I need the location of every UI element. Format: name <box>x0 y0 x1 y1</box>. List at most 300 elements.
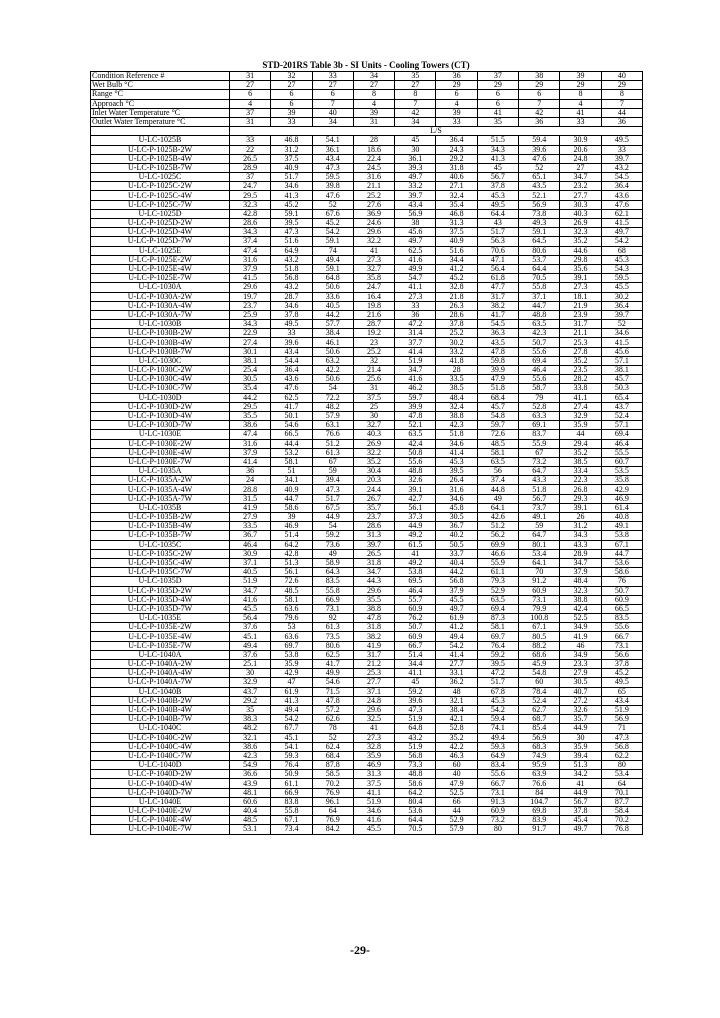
flow-value: 27.2 <box>560 696 601 705</box>
model-name: U-LC-P-1040B-4W <box>91 705 230 714</box>
flow-value: 32.9 <box>560 411 601 420</box>
flow-value: 76.9 <box>312 788 353 797</box>
flow-value: 73.2 <box>519 457 560 466</box>
flow-value: 80 <box>477 825 518 834</box>
flow-value: 44.3 <box>353 577 394 586</box>
flow-value: 39.6 <box>519 145 560 154</box>
table-row <box>91 310 643 319</box>
table-row <box>91 751 643 760</box>
flow-value: 54.1 <box>312 136 353 145</box>
flow-value: 30 <box>560 733 601 742</box>
table-row <box>91 503 643 512</box>
flow-value: 23.2 <box>560 182 601 191</box>
table-row <box>91 761 643 770</box>
flow-value: 56.6 <box>601 650 642 659</box>
flow-value: 39.4 <box>560 751 601 760</box>
flow-value: 56.7 <box>519 494 560 503</box>
flow-value: 27.3 <box>353 733 394 742</box>
flow-value: 27.7 <box>560 191 601 200</box>
cooling-tower-table <box>90 71 643 835</box>
flow-value: 84.2 <box>312 825 353 834</box>
flow-value: 58.6 <box>395 779 436 788</box>
flow-value: 54.7 <box>395 274 436 283</box>
model-name: U-LC-P-1025E-4W <box>91 264 230 273</box>
condition-value: 38 <box>519 72 560 81</box>
table-row <box>91 816 643 825</box>
flow-value: 31.3 <box>353 770 394 779</box>
flow-value: 25.2 <box>353 347 394 356</box>
flow-value: 31.5 <box>230 494 271 503</box>
model-name: U-LC-P-1040E-2W <box>91 807 230 816</box>
flow-value: 63.1 <box>312 421 353 430</box>
flow-value: 69.9 <box>477 540 518 549</box>
flow-value: 83.8 <box>271 797 312 806</box>
flow-value: 59 <box>519 522 560 531</box>
flow-value: 38.6 <box>230 742 271 751</box>
flow-value: 63.5 <box>477 595 518 604</box>
flow-value: 30 <box>230 669 271 678</box>
flow-value: 51.2 <box>477 522 518 531</box>
flow-value: 34.6 <box>271 301 312 310</box>
condition-value: 27 <box>395 81 436 90</box>
flow-value: 41.7 <box>312 660 353 669</box>
model-name: U-LC-P-1025C-7W <box>91 200 230 209</box>
flow-value: 40.3 <box>353 430 394 439</box>
flow-value: 33.8 <box>560 384 601 393</box>
flow-value: 45.3 <box>477 191 518 200</box>
flow-value: 64.1 <box>477 503 518 512</box>
flow-value: 35.5 <box>353 595 394 604</box>
flow-value: 39.7 <box>601 310 642 319</box>
table-row <box>91 467 643 476</box>
flow-value: 45 <box>395 136 436 145</box>
flow-value: 35.5 <box>230 411 271 420</box>
flow-value: 52.1 <box>395 421 436 430</box>
flow-value: 34.6 <box>436 439 477 448</box>
flow-value: 48.5 <box>271 586 312 595</box>
flow-value: 30 <box>395 145 436 154</box>
flow-value: 59.8 <box>477 356 518 365</box>
table-row <box>91 577 643 586</box>
flow-value: 51.8 <box>436 430 477 439</box>
flow-value: 23.9 <box>560 310 601 319</box>
flow-value: 44.9 <box>560 724 601 733</box>
flow-value: 68.4 <box>477 393 518 402</box>
flow-value: 31.8 <box>353 623 394 632</box>
model-name: U-LC-P-1030B-4W <box>91 338 230 347</box>
flow-value: 33.2 <box>436 347 477 356</box>
flow-value: 32.8 <box>353 742 394 751</box>
flow-value: 48.2 <box>312 402 353 411</box>
flow-value: 25.4 <box>230 366 271 375</box>
flow-value: 83.7 <box>519 430 560 439</box>
flow-value: 68 <box>601 246 642 255</box>
flow-value: 57.9 <box>312 411 353 420</box>
flow-value: 62.6 <box>312 715 353 724</box>
flow-value: 32.7 <box>353 421 394 430</box>
flow-value: 55.8 <box>312 586 353 595</box>
flow-value: 56.9 <box>519 733 560 742</box>
flow-value: 30.9 <box>230 549 271 558</box>
table-row <box>91 163 643 172</box>
flow-value: 35.9 <box>560 742 601 751</box>
flow-value: 35 <box>230 705 271 714</box>
flow-value: 64.7 <box>519 467 560 476</box>
flow-value: 30.3 <box>560 200 601 209</box>
flow-value: 32.6 <box>560 705 601 714</box>
flow-value: 26.9 <box>353 439 394 448</box>
flow-value: 58.6 <box>271 503 312 512</box>
flow-value: 64.9 <box>271 246 312 255</box>
flow-value: 39.5 <box>271 219 312 228</box>
table-row <box>91 540 643 549</box>
condition-value: 7 <box>601 99 642 108</box>
flow-value: 63.6 <box>271 632 312 641</box>
flow-value: 45.7 <box>477 402 518 411</box>
flow-value: 59.3 <box>477 742 518 751</box>
flow-value: 49.4 <box>312 255 353 264</box>
condition-value: 7 <box>312 99 353 108</box>
flow-value: 47.6 <box>271 384 312 393</box>
table-row <box>91 366 643 375</box>
flow-value: 44.8 <box>477 485 518 494</box>
flow-value: 53.1 <box>230 825 271 834</box>
condition-value: 6 <box>271 90 312 99</box>
flow-value: 44 <box>436 807 477 816</box>
flow-value: 64.8 <box>395 724 436 733</box>
flow-value: 37.5 <box>353 393 394 402</box>
flow-value: 80 <box>601 761 642 770</box>
flow-value: 31.8 <box>436 163 477 172</box>
flow-value: 48.5 <box>230 816 271 825</box>
flow-value: 67.6 <box>312 209 353 218</box>
flow-value: 29.6 <box>353 228 394 237</box>
table-row <box>91 182 643 191</box>
flow-value: 41.9 <box>353 641 394 650</box>
flow-value: 43.4 <box>601 696 642 705</box>
flow-value: 34.7 <box>560 558 601 567</box>
flow-value: 66.5 <box>601 604 642 613</box>
flow-value: 39.7 <box>395 191 436 200</box>
flow-value: 31.6 <box>436 485 477 494</box>
flow-value: 64.8 <box>312 274 353 283</box>
flow-value: 46.9 <box>601 494 642 503</box>
flow-value: 42.9 <box>271 669 312 678</box>
model-name: U-LC-P-1025C-4W <box>91 191 230 200</box>
model-name: U-LC-P-1035D-7W <box>91 604 230 613</box>
flow-value: 35.8 <box>353 274 394 283</box>
table-row <box>91 742 643 751</box>
model-name: U-LC-P-1025E-2W <box>91 255 230 264</box>
model-name: U-LC-P-1040E-4W <box>91 816 230 825</box>
flow-value: 51.7 <box>477 678 518 687</box>
flow-value: 45.7 <box>601 375 642 384</box>
table-row <box>91 485 643 494</box>
flow-value: 49.2 <box>395 558 436 567</box>
flow-value: 37.1 <box>230 558 271 567</box>
flow-value: 47.6 <box>312 191 353 200</box>
flow-value: 62.5 <box>271 393 312 402</box>
flow-value: 59.7 <box>395 393 436 402</box>
flow-value: 38.2 <box>353 632 394 641</box>
flow-value: 26 <box>560 513 601 522</box>
flow-value: 56.2 <box>477 531 518 540</box>
flow-value: 19.2 <box>353 329 394 338</box>
flow-value: 41.4 <box>395 347 436 356</box>
flow-value: 62.2 <box>601 751 642 760</box>
flow-value: 35.2 <box>353 457 394 466</box>
table-row <box>91 604 643 613</box>
flow-value: 38.1 <box>601 366 642 375</box>
flow-value: 48.2 <box>230 724 271 733</box>
flow-value: 31.3 <box>353 531 394 540</box>
table-row <box>91 807 643 816</box>
conditions-header <box>91 72 643 127</box>
table-row <box>91 393 643 402</box>
flow-value: 36.1 <box>395 154 436 163</box>
flow-value: 47.2 <box>395 320 436 329</box>
model-name: U-LC-P-1040A-7W <box>91 678 230 687</box>
condition-value: 39 <box>271 108 312 117</box>
flow-value: 58.6 <box>601 568 642 577</box>
flow-value: 48.4 <box>436 393 477 402</box>
flow-value: 35.9 <box>353 751 394 760</box>
flow-value: 57.2 <box>312 705 353 714</box>
flow-value: 58.1 <box>477 623 518 632</box>
flow-value: 79 <box>519 393 560 402</box>
model-rows <box>91 136 643 834</box>
flow-value: 54.5 <box>477 320 518 329</box>
flow-value: 35.9 <box>271 660 312 669</box>
flow-value: 92 <box>312 614 353 623</box>
flow-value: 64.4 <box>477 209 518 218</box>
flow-value: 51.8 <box>271 264 312 273</box>
flow-value: 37.4 <box>477 476 518 485</box>
flow-value: 73.4 <box>271 825 312 834</box>
flow-value: 44.2 <box>436 568 477 577</box>
flow-value: 57.9 <box>436 825 477 834</box>
flow-value: 63.5 <box>519 320 560 329</box>
flow-value: 29.2 <box>436 154 477 163</box>
flow-value: 35.6 <box>560 264 601 273</box>
flow-value: 73.1 <box>312 604 353 613</box>
table-row <box>91 237 643 246</box>
model-name: U-LC-1035A <box>91 467 230 476</box>
flow-value: 29.3 <box>560 494 601 503</box>
flow-value: 35.2 <box>560 448 601 457</box>
flow-value: 49.5 <box>601 136 642 145</box>
flow-value: 45.3 <box>601 255 642 264</box>
table-row <box>91 219 643 228</box>
flow-value: 45.3 <box>477 696 518 705</box>
condition-value: 31 <box>230 72 271 81</box>
flow-value: 50.7 <box>601 586 642 595</box>
flow-value: 31 <box>353 384 394 393</box>
condition-value: 33 <box>436 117 477 126</box>
flow-value: 79.3 <box>477 577 518 586</box>
flow-value: 85.4 <box>519 724 560 733</box>
flow-value: 28.6 <box>436 310 477 319</box>
flow-value: 18.1 <box>560 292 601 301</box>
flow-value: 27.4 <box>560 402 601 411</box>
condition-value: 8 <box>395 90 436 99</box>
flow-value: 45.5 <box>230 604 271 613</box>
flow-value: 53.8 <box>395 568 436 577</box>
flow-value: 40.4 <box>436 558 477 567</box>
model-name: U-LC-P-1030A-2W <box>91 292 230 301</box>
flow-value: 58.9 <box>312 558 353 567</box>
flow-value: 53.2 <box>271 448 312 457</box>
flow-value: 80.6 <box>312 641 353 650</box>
flow-value: 66.7 <box>601 632 642 641</box>
table-row <box>91 375 643 384</box>
flow-value: 61.5 <box>395 540 436 549</box>
table-row <box>91 209 643 218</box>
flow-value: 74.1 <box>477 724 518 733</box>
table-row <box>91 136 643 145</box>
flow-value: 55.7 <box>395 595 436 604</box>
flow-value: 37.4 <box>230 237 271 246</box>
flow-value: 47.2 <box>477 669 518 678</box>
flow-value: 37 <box>230 173 271 182</box>
flow-value: 34.6 <box>601 329 642 338</box>
flow-value: 76.4 <box>477 641 518 650</box>
table-row <box>91 687 643 696</box>
flow-value: 55.6 <box>519 347 560 356</box>
model-name: U-LC-1030B <box>91 320 230 329</box>
flow-value: 73.7 <box>519 503 560 512</box>
table-row <box>91 402 643 411</box>
flow-value: 37.7 <box>395 338 436 347</box>
flow-value: 36.3 <box>477 329 518 338</box>
flow-value: 59.2 <box>395 687 436 696</box>
condition-value: 34 <box>353 72 394 81</box>
flow-value: 41.9 <box>230 503 271 512</box>
flow-value: 56 <box>477 467 518 476</box>
flow-value: 39.5 <box>436 467 477 476</box>
flow-value: 41.3 <box>477 154 518 163</box>
flow-value: 40.4 <box>230 807 271 816</box>
model-name: U-LC-1030A <box>91 283 230 292</box>
flow-value: 40.9 <box>436 237 477 246</box>
flow-value: 35.2 <box>560 237 601 246</box>
table-row <box>91 669 643 678</box>
flow-value: 24.4 <box>353 485 394 494</box>
flow-value: 67.8 <box>477 687 518 696</box>
model-name: U-LC-P-1035B-4W <box>91 522 230 531</box>
table-row <box>91 678 643 687</box>
flow-value: 25.2 <box>436 329 477 338</box>
flow-value: 61.9 <box>271 687 312 696</box>
flow-value: 39.1 <box>560 274 601 283</box>
flow-value: 55.8 <box>271 807 312 816</box>
flow-value: 55.9 <box>477 558 518 567</box>
flow-value: 31.7 <box>477 292 518 301</box>
flow-value: 60.9 <box>601 595 642 604</box>
flow-value: 52.9 <box>436 816 477 825</box>
flow-value: 29.5 <box>230 402 271 411</box>
flow-value: 43.7 <box>230 687 271 696</box>
flow-value: 41.4 <box>436 448 477 457</box>
model-name: U-LC-1030D <box>91 393 230 402</box>
flow-value: 66.7 <box>395 641 436 650</box>
flow-value: 64.4 <box>519 264 560 273</box>
flow-value: 64 <box>601 779 642 788</box>
flow-value: 43.4 <box>395 200 436 209</box>
flow-value: 56.9 <box>601 715 642 724</box>
condition-value: 4 <box>230 99 271 108</box>
flow-value: 29.2 <box>230 696 271 705</box>
flow-value: 31.7 <box>560 320 601 329</box>
flow-value: 21.1 <box>560 329 601 338</box>
flow-value: 53.6 <box>395 807 436 816</box>
model-name: U-LC-1035C <box>91 540 230 549</box>
flow-value: 33.4 <box>560 467 601 476</box>
table-row <box>91 384 643 393</box>
model-name: U-LC-1040B <box>91 687 230 696</box>
flow-value: 61.4 <box>601 503 642 512</box>
flow-value: 59.1 <box>519 228 560 237</box>
table-row <box>91 154 643 163</box>
table-row <box>91 715 643 724</box>
flow-value: 36.4 <box>601 182 642 191</box>
condition-value: 6 <box>230 90 271 99</box>
table-row <box>91 770 643 779</box>
flow-value: 24.7 <box>230 182 271 191</box>
flow-value: 48.4 <box>560 577 601 586</box>
flow-value: 73.2 <box>477 816 518 825</box>
condition-value: 8 <box>353 90 394 99</box>
flow-value: 31.6 <box>230 255 271 264</box>
flow-value: 76.8 <box>601 825 642 834</box>
flow-value: 23.5 <box>560 366 601 375</box>
flow-value: 70.1 <box>601 788 642 797</box>
condition-row <box>91 117 643 126</box>
flow-value: 43.2 <box>271 283 312 292</box>
model-name: U-LC-P-1035E-2W <box>91 623 230 632</box>
flow-value: 71 <box>601 724 642 733</box>
table-row <box>91 558 643 567</box>
flow-value: 65.1 <box>519 173 560 182</box>
flow-value: 33 <box>395 301 436 310</box>
flow-value: 44.7 <box>601 549 642 558</box>
flow-value: 60.9 <box>395 604 436 613</box>
flow-value: 76.6 <box>519 779 560 788</box>
condition-value: 7 <box>395 99 436 108</box>
flow-value: 23.3 <box>560 660 601 669</box>
flow-value: 49.4 <box>436 632 477 641</box>
page-title: STD-201RS Table 3b - SI Units - Cooling Towers (CT) <box>262 60 470 70</box>
flow-value: 39.1 <box>560 503 601 512</box>
flow-value: 74.9 <box>519 751 560 760</box>
flow-value: 66 <box>436 797 477 806</box>
flow-value: 39.7 <box>601 154 642 163</box>
flow-value: 39.6 <box>271 338 312 347</box>
condition-row <box>91 72 643 81</box>
flow-value: 59.3 <box>271 751 312 760</box>
flow-value: 59 <box>312 467 353 476</box>
condition-value: 37 <box>477 72 518 81</box>
model-name: U-LC-P-1040B-7W <box>91 715 230 724</box>
flow-value: 56.8 <box>271 274 312 283</box>
flow-value: 41.2 <box>436 264 477 273</box>
flow-value: 43.4 <box>271 347 312 356</box>
condition-value: 32 <box>271 72 312 81</box>
flow-value: 62.5 <box>395 246 436 255</box>
model-name: U-LC-1040A <box>91 650 230 659</box>
table-row <box>91 338 643 347</box>
flow-value: 20.3 <box>353 476 394 485</box>
